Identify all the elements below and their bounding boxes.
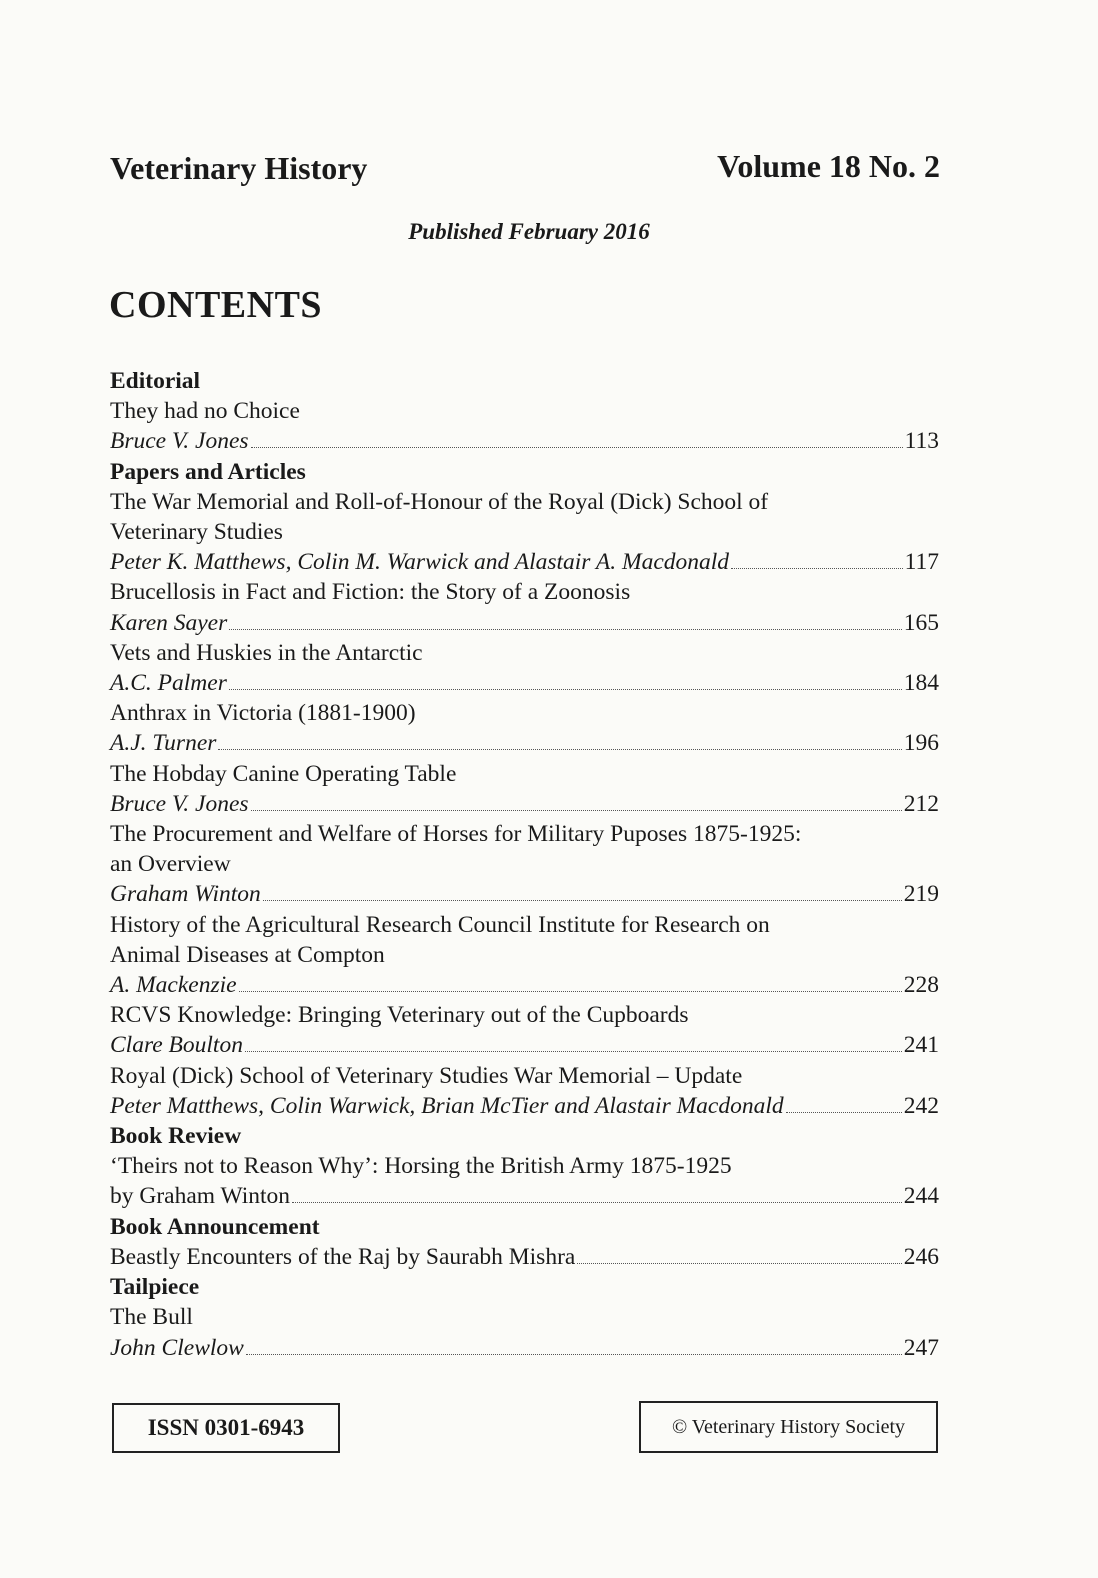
toc-article-title: Animal Diseases at Compton: [110, 941, 385, 968]
toc-article-title: Vets and Huskies in the Antarctic: [110, 639, 423, 666]
toc-author: A.J. Turner: [110, 730, 217, 757]
issn-number: ISSN 0301-6943: [147, 1415, 305, 1440]
dot-leader: [229, 629, 901, 630]
toc-author: John Clewlow: [110, 1334, 244, 1361]
toc-article-title: an Overview: [110, 851, 231, 878]
toc-article-title: Veterinary Studies: [110, 519, 283, 546]
toc-page-number: 247: [903, 1334, 939, 1361]
dot-leader: [218, 749, 901, 750]
toc-section-heading: Book Announcement: [110, 1213, 320, 1240]
toc-entry-line: [110, 426, 939, 456]
toc-entry-line: [110, 789, 939, 819]
toc-page-number: 242: [903, 1092, 939, 1119]
toc-article-title: ‘Theirs not to Reason Why’: Horsing the British Army 1875-1925: [110, 1153, 732, 1180]
toc-entry-line: [110, 1030, 939, 1060]
toc-page-number: 113: [904, 428, 939, 455]
toc-author: A. Mackenzie: [110, 972, 237, 999]
toc-author: Bruce V. Jones: [110, 790, 249, 817]
dot-leader: [786, 1112, 902, 1113]
dot-leader: [731, 568, 903, 569]
journal-title: Veterinary History: [110, 150, 368, 186]
toc-section-heading: Papers and Articles: [110, 458, 306, 485]
dot-leader: [246, 1354, 902, 1355]
toc-page-number: 117: [904, 549, 939, 576]
toc-article-title: The War Memorial and Roll-of-Honour of the Royal (Dick) School of: [110, 488, 769, 515]
dot-leader: [263, 900, 902, 901]
toc-article-title: Royal (Dick) School of Veterinary Studies War Memorial – Update: [110, 1062, 743, 1089]
toc-author: Peter Matthews, Colin Warwick, Brian McTier and Alastair Macdonald: [110, 1092, 784, 1119]
dot-leader: [251, 447, 903, 448]
publication-date: Published February 2016: [408, 219, 650, 244]
toc-entry-line: [110, 608, 939, 638]
table-of-contents: [110, 366, 939, 1363]
dot-leader: [292, 1202, 902, 1203]
toc-entry-text: Beastly Encounters of the Raj by Saurabh Mishra: [110, 1243, 576, 1270]
copyright-notice: © Veterinary History Society: [671, 1415, 906, 1438]
toc-page-number: 241: [903, 1032, 939, 1059]
toc-entry-line: [110, 879, 939, 909]
toc-author: Peter K. Matthews, Colin M. Warwick and Alastair A. Macdonald: [110, 549, 730, 576]
toc-article-title: The Bull: [110, 1304, 193, 1331]
toc-article-title: The Procurement and Welfare of Horses for Military Puposes 1875-1925:: [110, 821, 802, 848]
issn-box: [112, 1403, 340, 1453]
contents-heading: CONTENTS: [109, 284, 323, 326]
toc-entry-line: [110, 1181, 939, 1211]
toc-entry-line: [110, 1091, 939, 1121]
dot-leader: [239, 991, 902, 992]
copyright-box: [639, 1401, 938, 1453]
toc-article-title: They had no Choice: [110, 398, 300, 425]
toc-entry-line: [110, 1333, 939, 1363]
toc-page-number: 165: [903, 609, 939, 636]
toc-entry-line: [110, 547, 939, 577]
toc-entry-line: [110, 668, 939, 698]
toc-entry-text: by Graham Winton: [110, 1183, 291, 1210]
toc-page-number: 246: [903, 1243, 939, 1270]
toc-entry-line: [110, 1242, 939, 1272]
toc-page-number: 244: [903, 1183, 939, 1210]
toc-page-number: 196: [903, 730, 939, 757]
toc-author: Bruce V. Jones: [110, 428, 249, 455]
toc-author: Graham Winton: [110, 881, 261, 908]
dot-leader: [245, 1051, 902, 1052]
dot-leader: [577, 1263, 901, 1264]
toc-page-number: 212: [903, 790, 939, 817]
toc-entry-line: [110, 728, 939, 758]
dot-leader: [251, 810, 902, 811]
volume-number: Volume 18 No. 2: [717, 148, 940, 184]
toc-page-number: 219: [903, 881, 939, 908]
toc-author: A.C. Palmer: [110, 670, 227, 697]
toc-article-title: History of the Agricultural Research Council Institute for Research on: [110, 911, 770, 938]
toc-section-heading: Book Review: [110, 1123, 242, 1150]
dot-leader: [229, 689, 902, 690]
toc-section-heading: Editorial: [110, 368, 201, 394]
toc-article-title: RCVS Knowledge: Bringing Veterinary out of the Cupboards: [110, 1002, 689, 1029]
toc-page-number: 184: [903, 670, 939, 697]
toc-entry-line: [110, 970, 939, 1000]
toc-page-number: 228: [903, 972, 939, 999]
toc-article-title: Anthrax in Victoria (1881-1900): [110, 700, 416, 727]
toc-section-heading: Tailpiece: [110, 1274, 200, 1301]
toc-author: Clare Boulton: [110, 1032, 243, 1059]
toc-article-title: The Hobday Canine Operating Table: [110, 760, 457, 787]
toc-author: Karen Sayer: [110, 609, 228, 636]
toc-article-title: Brucellosis in Fact and Fiction: the Story of a Zoonosis: [110, 579, 631, 606]
